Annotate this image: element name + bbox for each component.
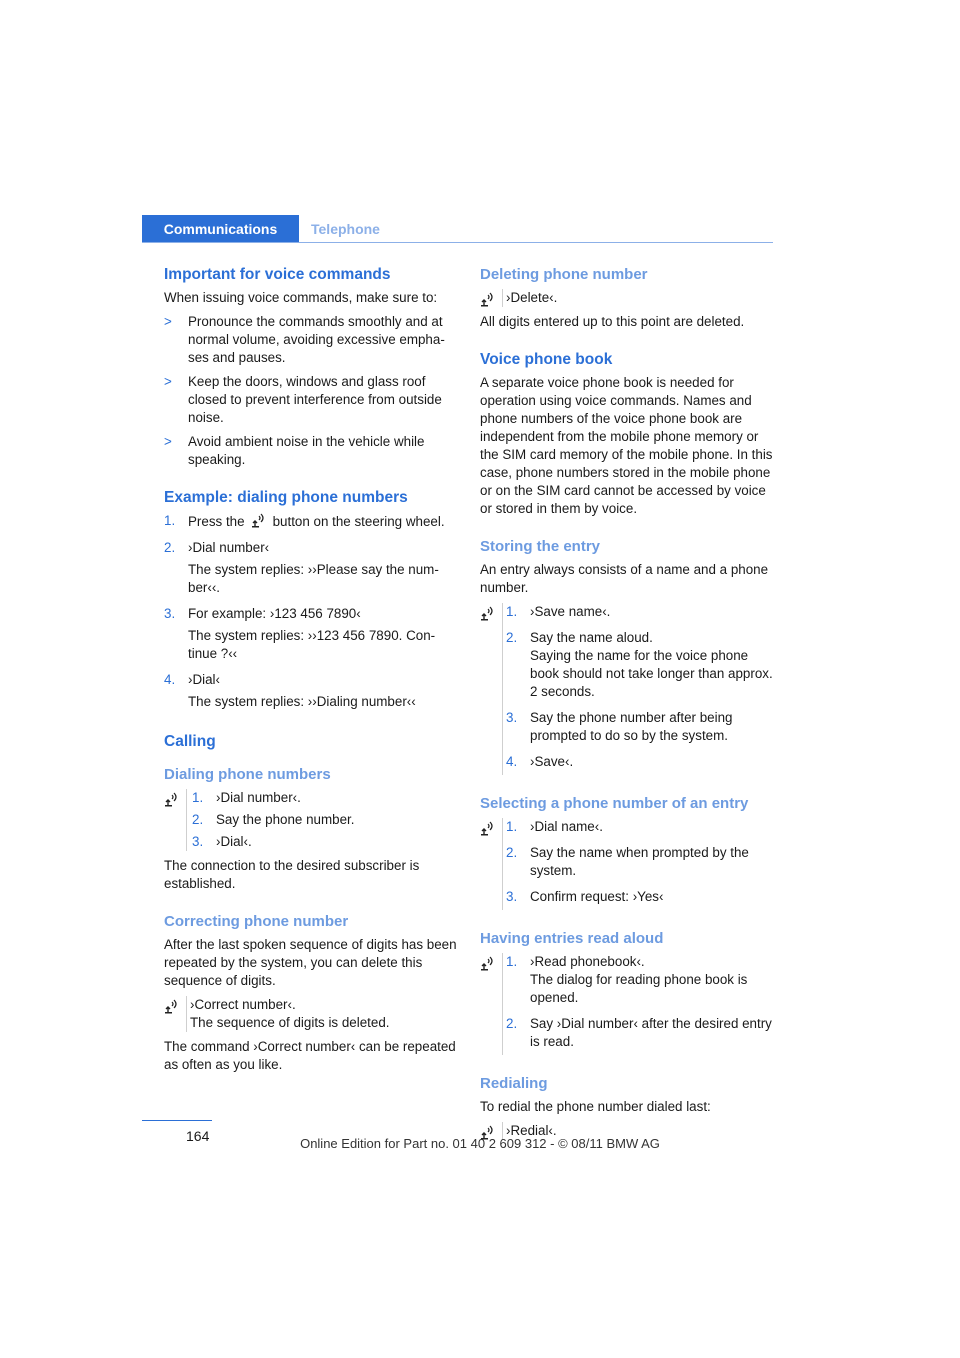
footer-text: Online Edition for Part no. 01 40 2 609 312 - © 08/11 BMW AG (300, 1136, 660, 1151)
storing-intro: An entry always consists of a name and a phone number. (480, 562, 769, 595)
heading-redialing: Redialing (480, 1075, 548, 1092)
dialing-after: The connection to the desired subscriber is established. (164, 858, 420, 891)
voice-command-icon (480, 820, 496, 836)
heading-calling: Calling (164, 733, 216, 750)
heading-selecting: Selecting a phone number of an entry (480, 795, 749, 812)
list-item: 2. ›Dial number‹ The system replies: ››Please say the num-ber‹‹. (164, 540, 439, 595)
list-item: 1. Press the button on the steering wheel. (164, 513, 445, 529)
correcting-after: The command ›Correct number‹ can be repeated as often as you like. (164, 1039, 456, 1072)
section-tab: Communications (142, 215, 299, 243)
bullet-item: > Keep the doors, windows and glass roof closed to prevent interference from outside noise. (164, 374, 442, 425)
voice-command-box: ›Correct number‹. The sequence of digits is deleted. (164, 996, 460, 1032)
header-rule (142, 242, 773, 243)
voice-command-icon (480, 291, 496, 307)
heading-readaloud: Having entries read aloud (480, 930, 664, 947)
important-intro: When issuing voice commands, make sure to: (164, 290, 438, 305)
list-item: 3. For example: ›123 456 7890‹ The system replies: ››123 456 7890. Con-tinue ?‹‹ (164, 606, 436, 661)
heading-dialing: Dialing phone numbers (164, 766, 331, 783)
bullet-item: > Avoid ambient noise in the vehicle while speaking. (164, 434, 425, 467)
voice-command-box: ›Delete‹. (480, 289, 776, 307)
voice-button-icon (251, 512, 267, 528)
heading-voicebook: Voice phone book (480, 351, 613, 368)
redial-intro: To redial the phone number dialed last: (480, 1099, 711, 1114)
voice-command-box: 1. ›Read phonebook‹. The dialog for reading phone book is opened. 2. Say ›Dial number‹ after the desired entry is read. (480, 953, 776, 1055)
voice-command-box: 1. ›Dial number‹. 2. Say the phone number. 3. ›Dial‹. (164, 789, 460, 851)
deleting-after: All digits entered up to this point are deleted. (480, 314, 745, 329)
voice-command-box: 1. ›Save name‹. 2. Say the name aloud. Saying the name for the voice phone book should not take longer than approx. 2 seconds. 3. Say the phone number after being prompted to do so by the system. 4. ›Save‹. (480, 603, 776, 775)
page-number-rule (142, 1120, 212, 1121)
voicebook-text: A separate voice phone book is needed for operation using voice commands. Names and phone numbers of the voice phone book are independent from the mobile phone memory or the SIM card memory of the mobile phone. In this case, phone numbers stored in the mobile phone or on the SIM card cannot be accessed by voice or stored in them by voice. (480, 375, 773, 516)
voice-command-icon (164, 791, 180, 807)
right-column (480, 262, 776, 1146)
heading-important: Important for voice commands (164, 266, 391, 283)
heading-example: Example: dialing phone numbers (164, 489, 408, 506)
subsection-tab: Telephone (311, 221, 380, 237)
voice-command-icon (480, 605, 496, 621)
voice-command-box: 1. ›Dial name‹. 2. Say the name when prompted by the system. 3. Confirm request: ›Yes‹ (480, 818, 776, 910)
left-column (164, 262, 460, 1080)
heading-deleting: Deleting phone number (480, 266, 648, 283)
voice-command-icon (480, 955, 496, 971)
heading-correcting: Correcting phone number (164, 913, 349, 930)
correcting-intro: After the last spoken sequence of digits has been repeated by the system, you can delete this sequence of digits. (164, 937, 457, 988)
list-item: 4. ›Dial‹ The system replies: ››Dialing number‹‹ (164, 672, 416, 709)
bullet-item: > Pronounce the commands smoothly and at normal volume, avoiding excessive empha-ses and pauses. (164, 314, 445, 365)
page-number: 164 (186, 1128, 210, 1144)
heading-storing: Storing the entry (480, 538, 601, 555)
voice-command-box: ›Redial‹. (480, 1122, 776, 1140)
voice-command-icon (164, 998, 180, 1014)
